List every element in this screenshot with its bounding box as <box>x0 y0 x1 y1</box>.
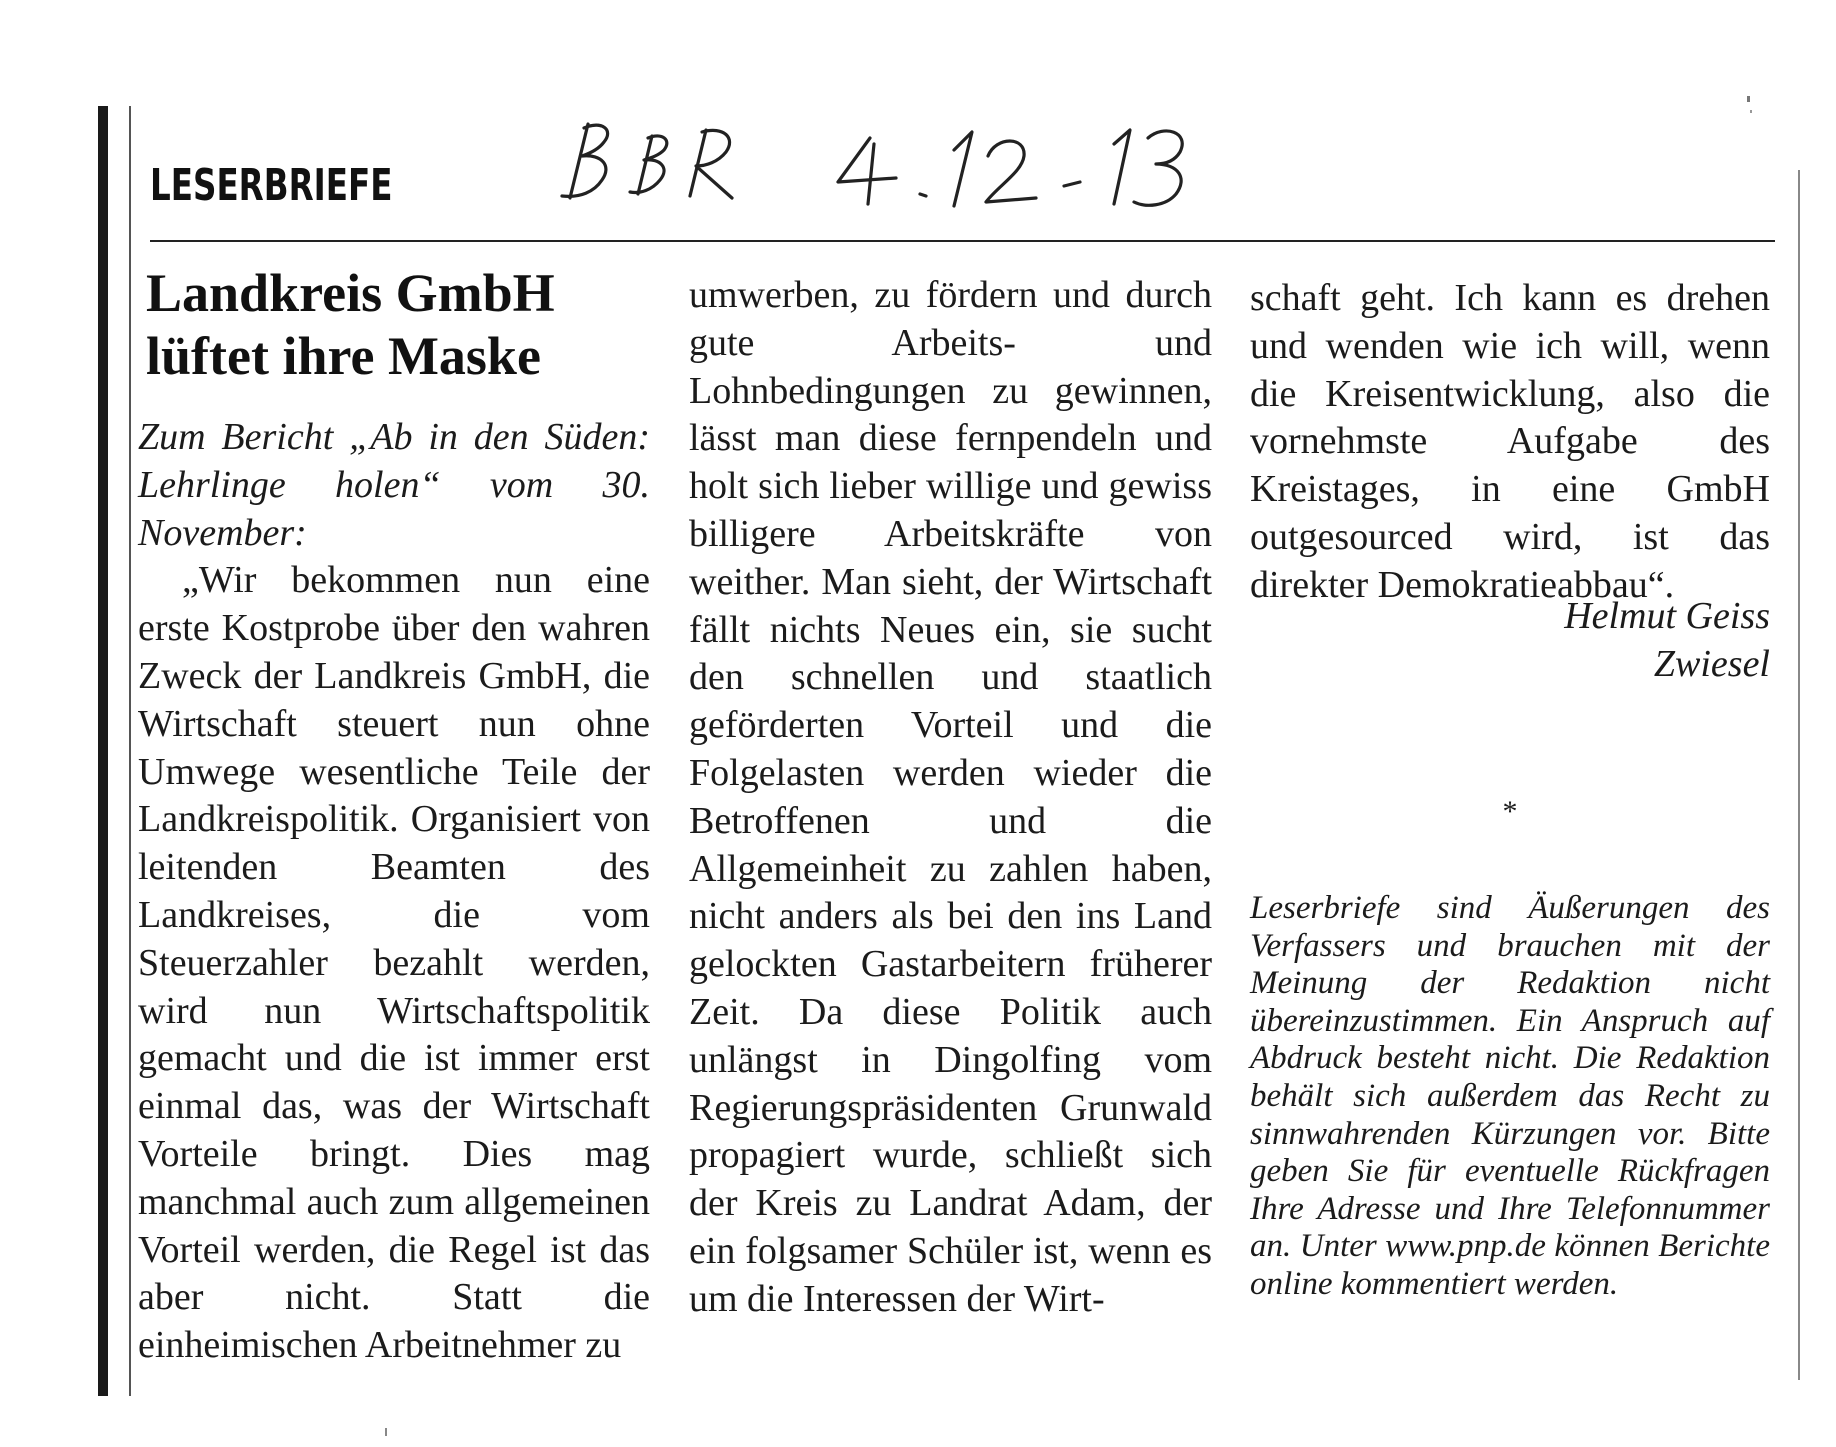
signature-name: Helmut Geiss <box>1564 595 1770 637</box>
scan-edge-bar <box>98 106 108 1396</box>
separator-asterisk: * <box>1502 795 1518 828</box>
headline-line-1: Landkreis GmbH <box>146 263 555 323</box>
header-rule <box>150 240 1775 242</box>
letter-body-part-1: „Wir bekommen nun eine erste Kostprobe über den wahren Zweck der Landkreis GmbH, die Wirtschaft steuert nun ohne Umwege wesentliche Teile der Landkreispolitik. Organisiert von leitenden Beamten des Landkreises, die vom Steuerzahler bezahlt werden, wird nun Wirtschaftspolitik gemacht und die ist immer erst einmal das, was der Wirtschaft Vorteile bringt. Dies mag manchmal auch zum allgemeinen Vorteil werden, die Regel ist das aber nicht. Statt die einheimischen Arbeitnehmer zu <box>138 559 650 1367</box>
scan-right-edge-line <box>1798 170 1800 1380</box>
section-label: LESERBRIEFE <box>150 160 393 211</box>
letter-column-2 <box>689 272 1212 1324</box>
signature-town: Zwiesel <box>1653 643 1770 685</box>
scan-speck <box>1747 96 1750 102</box>
scan-edge-line <box>129 106 131 1396</box>
headline <box>146 262 666 388</box>
letter-column-3 <box>1250 275 1770 610</box>
letter-body-part-2: umwerben, zu fördern und durch gute Arbeits- und Lohnbedingungen zu gewinnen, lässt man diese fernpendeln und holt sich lieber willige und gewiss billigere Arbeitskräfte von weither. Man sieht, der Wirtschaft fällt nichts Neues ein, sie sucht den schnellen und staatlich geförderten Vorteil und die Folgelasten werden wieder die Betroffenen und die Allgemeinheit zu zahlen haben, nicht anders als bei den ins Land gelockten Gastarbeitern früherer Zeit. Da diese Politik auch unlängst in Dingolfing vom Regierungspräsidenten Grunwald propagiert wurde, schließt sich der Kreis zu Landrat Adam, der ein folgsamer Schüler ist, wenn es um die Interessen der Wirt- <box>689 274 1212 1320</box>
scan-speck <box>1750 110 1752 113</box>
scan-speck <box>385 1428 387 1436</box>
letter-intro: Zum Bericht „Ab in den Süden: Lehrlinge holen“ vom 30. November: <box>138 416 650 554</box>
handwritten-date-note <box>540 116 1260 216</box>
editorial-note: Leserbriefe sind Äußerungen des Verfassers und brauchen mit der Meinung der Redaktion nicht übereinzustimmen. Ein Anspruch auf Abdruck besteht nicht. Die Redaktion behält sich außerdem das Recht zu sinnwahrenden Kürzungen vor. Bitte geben Sie für eventuelle Rückfragen Ihre Adresse und Ihre Telefonnummer an. Unter www.pnp.de können Berichte online kommentiert werden. <box>1250 890 1770 1302</box>
letter-body-part-3: schaft geht. Ich kann es drehen und wenden wie ich will, wenn die Kreisentwicklung, also die vornehmste Aufgabe des Kreistages, in eine GmbH outgesourced wird, ist das direkter Demokratieabbau“. <box>1250 277 1770 606</box>
headline-line-2: lüftet ihre Maske <box>146 326 541 386</box>
letter-column-1 <box>138 414 650 1370</box>
